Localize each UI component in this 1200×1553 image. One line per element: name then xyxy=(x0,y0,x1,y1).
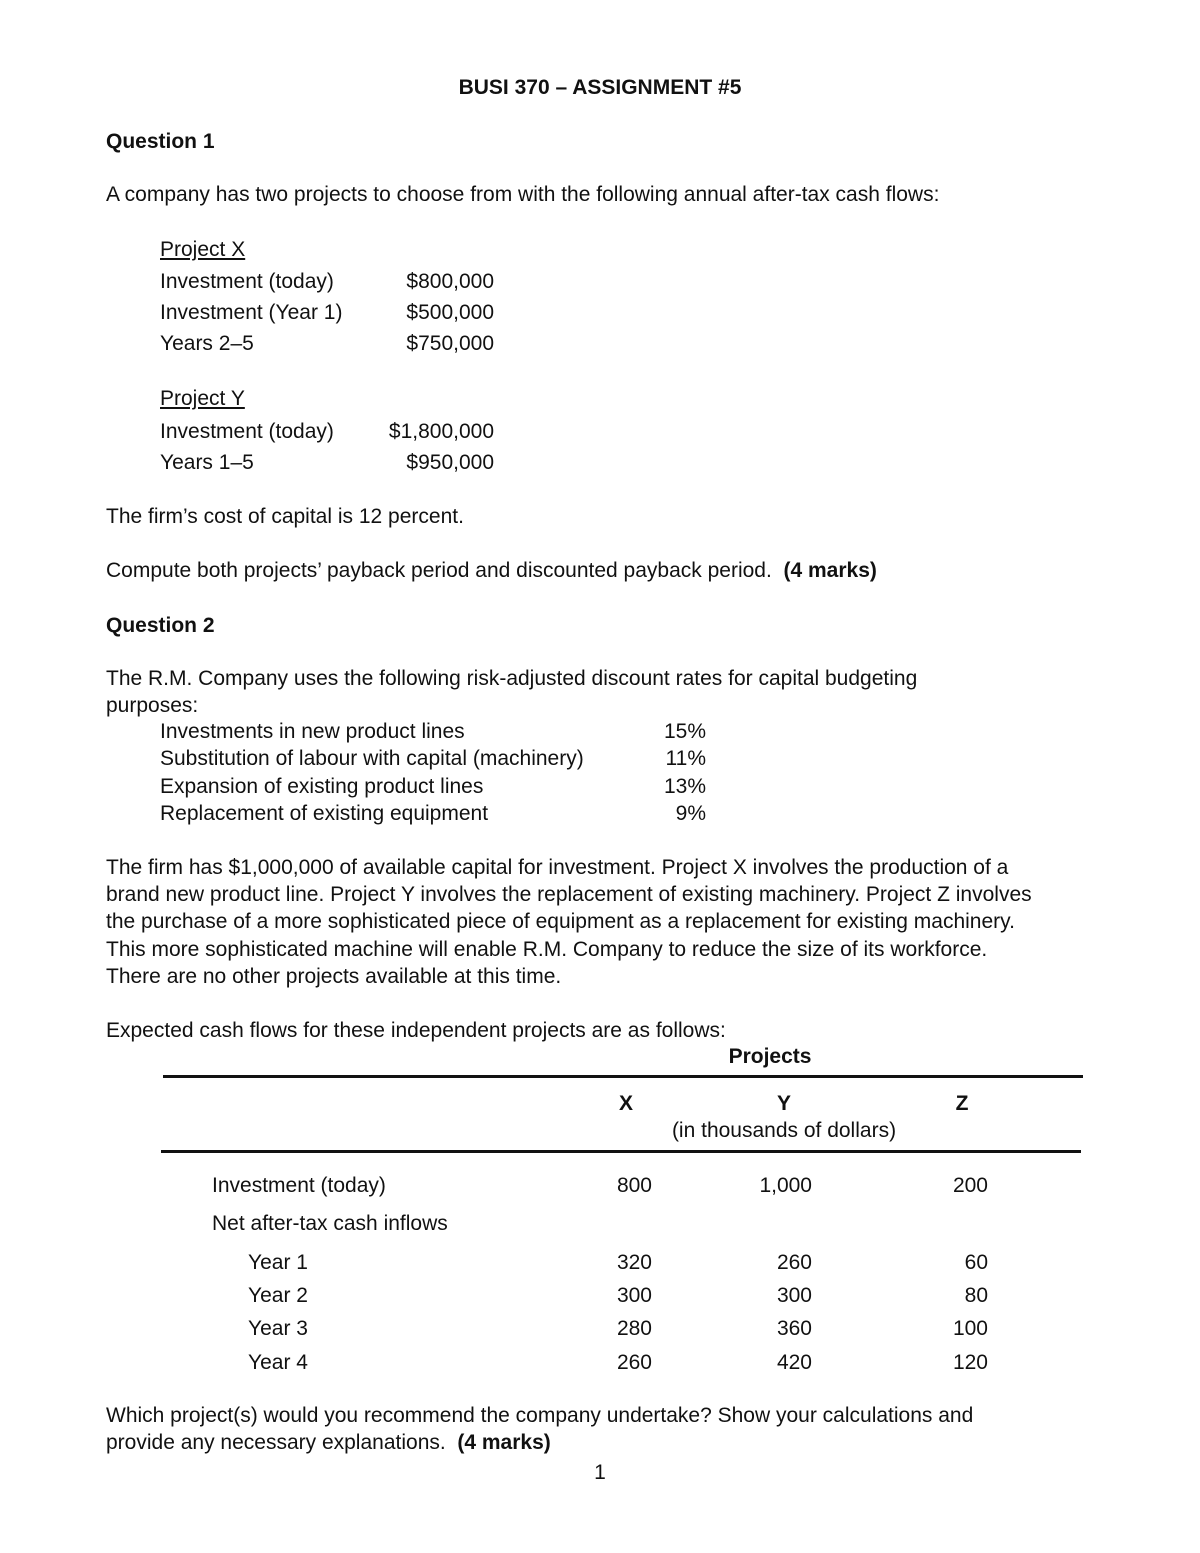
table-cell-z: 200 xyxy=(952,1174,988,1197)
question-1-marks: (4 marks) xyxy=(783,559,877,582)
question-1-task-text: Compute both projects’ payback period and discounted payback period. xyxy=(106,559,772,582)
rate-value: 15% xyxy=(663,720,706,743)
column-header-x: X xyxy=(618,1092,633,1115)
table-units-note: (in thousands of dollars) xyxy=(671,1119,897,1142)
page-number: 1 xyxy=(594,1461,606,1484)
question-1-heading: Question 1 xyxy=(106,130,215,153)
table-row-label: Year 1 xyxy=(248,1251,308,1274)
table-row-label: Investment (today) xyxy=(212,1174,386,1197)
column-header-z: Z xyxy=(955,1092,969,1115)
rate-value: 13% xyxy=(663,775,706,798)
table-cell-x: 800 xyxy=(616,1174,652,1197)
project-y-row-value: $1,800,000 xyxy=(388,420,494,443)
table-row-label: Year 2 xyxy=(248,1284,308,1307)
rate-label: Substitution of labour with capital (machinery) xyxy=(160,747,584,770)
table-row-label: Year 3 xyxy=(248,1317,308,1340)
table-top-rule xyxy=(163,1075,1083,1078)
table-cell-x: 300 xyxy=(616,1284,652,1307)
cost-of-capital-text: The firm’s cost of capital is 12 percent. xyxy=(106,505,464,528)
table-cell-y: 300 xyxy=(776,1284,812,1307)
table-cell-z: 60 xyxy=(964,1251,988,1274)
table-cell-y: 360 xyxy=(776,1317,812,1340)
question-2-marks: (4 marks) xyxy=(457,1431,551,1454)
rate-value: 11% xyxy=(665,747,706,770)
table-cell-y: 260 xyxy=(776,1251,812,1274)
table-row-label: Year 4 xyxy=(248,1351,308,1374)
paragraph-line: This more sophisticated machine will enable R.M. Company to reduce the size of its workforce. xyxy=(106,938,988,961)
table-section-label: Net after-tax cash inflows xyxy=(212,1212,448,1235)
rate-label: Expansion of existing product lines xyxy=(160,775,484,798)
table-cell-z: 120 xyxy=(952,1351,988,1374)
project-x-row-value: $750,000 xyxy=(406,332,494,355)
document-title: BUSI 370 – ASSIGNMENT #5 xyxy=(458,76,742,99)
question-1-task xyxy=(106,558,877,584)
project-x-row-value: $800,000 xyxy=(406,270,494,293)
table-group-header: Projects xyxy=(728,1045,812,1068)
project-y-row-label: Investment (today) xyxy=(160,420,334,443)
table-cell-z: 100 xyxy=(952,1317,988,1340)
table-cell-y: 1,000 xyxy=(759,1174,812,1197)
paragraph-line: brand new product line. Project Y involves the replacement of existing machinery. Project Z involves xyxy=(106,883,1032,906)
project-x-row-label: Investment (Year 1) xyxy=(160,301,343,324)
column-header-y: Y xyxy=(776,1092,791,1115)
question-2-line: Which project(s) would you recommend the company undertake? Show your calculations and xyxy=(106,1404,974,1427)
table-cell-z: 80 xyxy=(964,1284,988,1307)
table-header-rule xyxy=(161,1150,1081,1153)
rate-label: Investments in new product lines xyxy=(160,720,465,743)
cashflow-intro: Expected cash flows for these independent projects are as follows: xyxy=(106,1019,726,1042)
rate-label: Replacement of existing equipment xyxy=(160,802,489,825)
question-1-intro: A company has two projects to choose from with the following annual after-tax cash flows: xyxy=(106,183,940,206)
project-y-row-value: $950,000 xyxy=(406,451,494,474)
project-y-row-label: Years 1–5 xyxy=(160,451,254,474)
question-2-intro-line: The R.M. Company uses the following risk-adjusted discount rates for capital budgeting xyxy=(106,667,918,690)
project-x-row-label: Years 2–5 xyxy=(160,332,254,355)
question-2-heading: Question 2 xyxy=(106,614,215,637)
project-y-title: Project Y xyxy=(160,387,245,410)
question-2-intro-line: purposes: xyxy=(106,694,199,717)
rate-value: 9% xyxy=(675,802,706,825)
project-x-row-value: $500,000 xyxy=(406,301,494,324)
question-2-line: provide any necessary explanations. xyxy=(106,1431,446,1454)
paragraph-line: There are no other projects available at this time. xyxy=(106,965,562,988)
project-x-row-label: Investment (today) xyxy=(160,270,334,293)
table-cell-x: 280 xyxy=(616,1317,652,1340)
table-cell-y: 420 xyxy=(776,1351,812,1374)
question-2-line-final xyxy=(106,1430,551,1456)
table-cell-x: 320 xyxy=(616,1251,652,1274)
paragraph-line: The firm has $1,000,000 of available capital for investment. Project X involves the production of a xyxy=(106,856,1009,879)
paragraph-line: the purchase of a more sophisticated piece of equipment as a replacement for existing machinery. xyxy=(106,910,1015,933)
table-cell-x: 260 xyxy=(616,1351,652,1374)
project-x-title: Project X xyxy=(160,238,246,261)
